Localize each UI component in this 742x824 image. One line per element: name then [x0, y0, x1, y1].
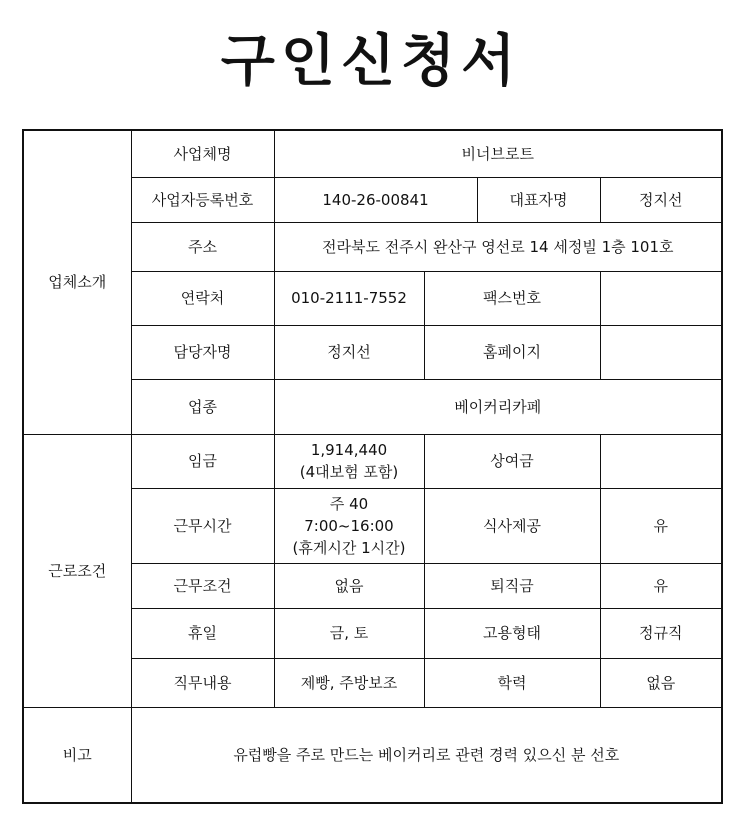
conditions-section-label: 근로조건: [23, 434, 131, 707]
hours-range: 7:00~16:00: [304, 516, 394, 535]
bonus-value: [600, 434, 722, 488]
wage-value: [274, 434, 424, 488]
manager-label: 담당자명: [131, 325, 274, 379]
phone-label: 연락처: [131, 271, 274, 325]
industry-label: 업종: [131, 379, 274, 434]
education-label: 학력: [424, 658, 600, 707]
bonus-label: 상여금: [424, 434, 600, 488]
severance-value: 유: [600, 563, 722, 608]
reg-no-value: 140-26-00841: [274, 177, 477, 222]
employment-label: 고용형태: [424, 608, 600, 658]
fax-label: 팩스번호: [424, 271, 600, 325]
severance-label: 퇴직금: [424, 563, 600, 608]
company-name-label: 사업체명: [131, 130, 274, 177]
phone-value: 010-2111-7552: [274, 271, 424, 325]
homepage-value: [600, 325, 722, 379]
remarks-label: 비고: [23, 707, 131, 803]
page-title: 구인신청서: [220, 29, 522, 94]
rep-label: 대표자명: [477, 177, 600, 222]
meal-value: 유: [600, 488, 722, 563]
homepage-label: 홈페이지: [424, 325, 600, 379]
education-value: 없음: [600, 658, 722, 707]
wage-label: 임금: [131, 434, 274, 488]
holiday-value: 금, 토: [274, 608, 424, 658]
employment-value: 정규직: [600, 608, 722, 658]
address-value: 전라북도 전주시 완산구 영선로 14 세정빌 1층 101호: [274, 222, 722, 271]
duty-value: 제빵, 주방보조: [274, 658, 424, 707]
meal-label: 식사제공: [424, 488, 600, 563]
fax-value: [600, 271, 722, 325]
address-label: 주소: [131, 222, 274, 271]
work-cond-value: 없음: [274, 563, 424, 608]
duty-label: 직무내용: [131, 658, 274, 707]
work-cond-label: 근무조건: [131, 563, 274, 608]
job-request-form: [22, 129, 723, 804]
company-section-label: 업체소개: [23, 130, 131, 434]
industry-value: 베이커리카페: [274, 379, 722, 434]
company-name-value: 비너브로트: [274, 130, 722, 177]
manager-value: 정지선: [274, 325, 424, 379]
hours-value: [274, 488, 424, 563]
holiday-label: 휴일: [131, 608, 274, 658]
reg-no-label: 사업자등록번호: [131, 177, 274, 222]
wage-amount: 1,914,440: [310, 441, 388, 459]
wage-note: (4대보험 포함): [299, 463, 399, 481]
hours-break: (휴게시간 1시간): [292, 538, 406, 557]
hours-label: 근무시간: [131, 488, 274, 563]
rep-value: 정지선: [600, 177, 722, 222]
remarks-value: 유럽빵을 주로 만드는 베이커리로 관련 경력 있으신 분 선호: [131, 707, 722, 803]
hours-weekly: 주 40: [329, 494, 369, 513]
